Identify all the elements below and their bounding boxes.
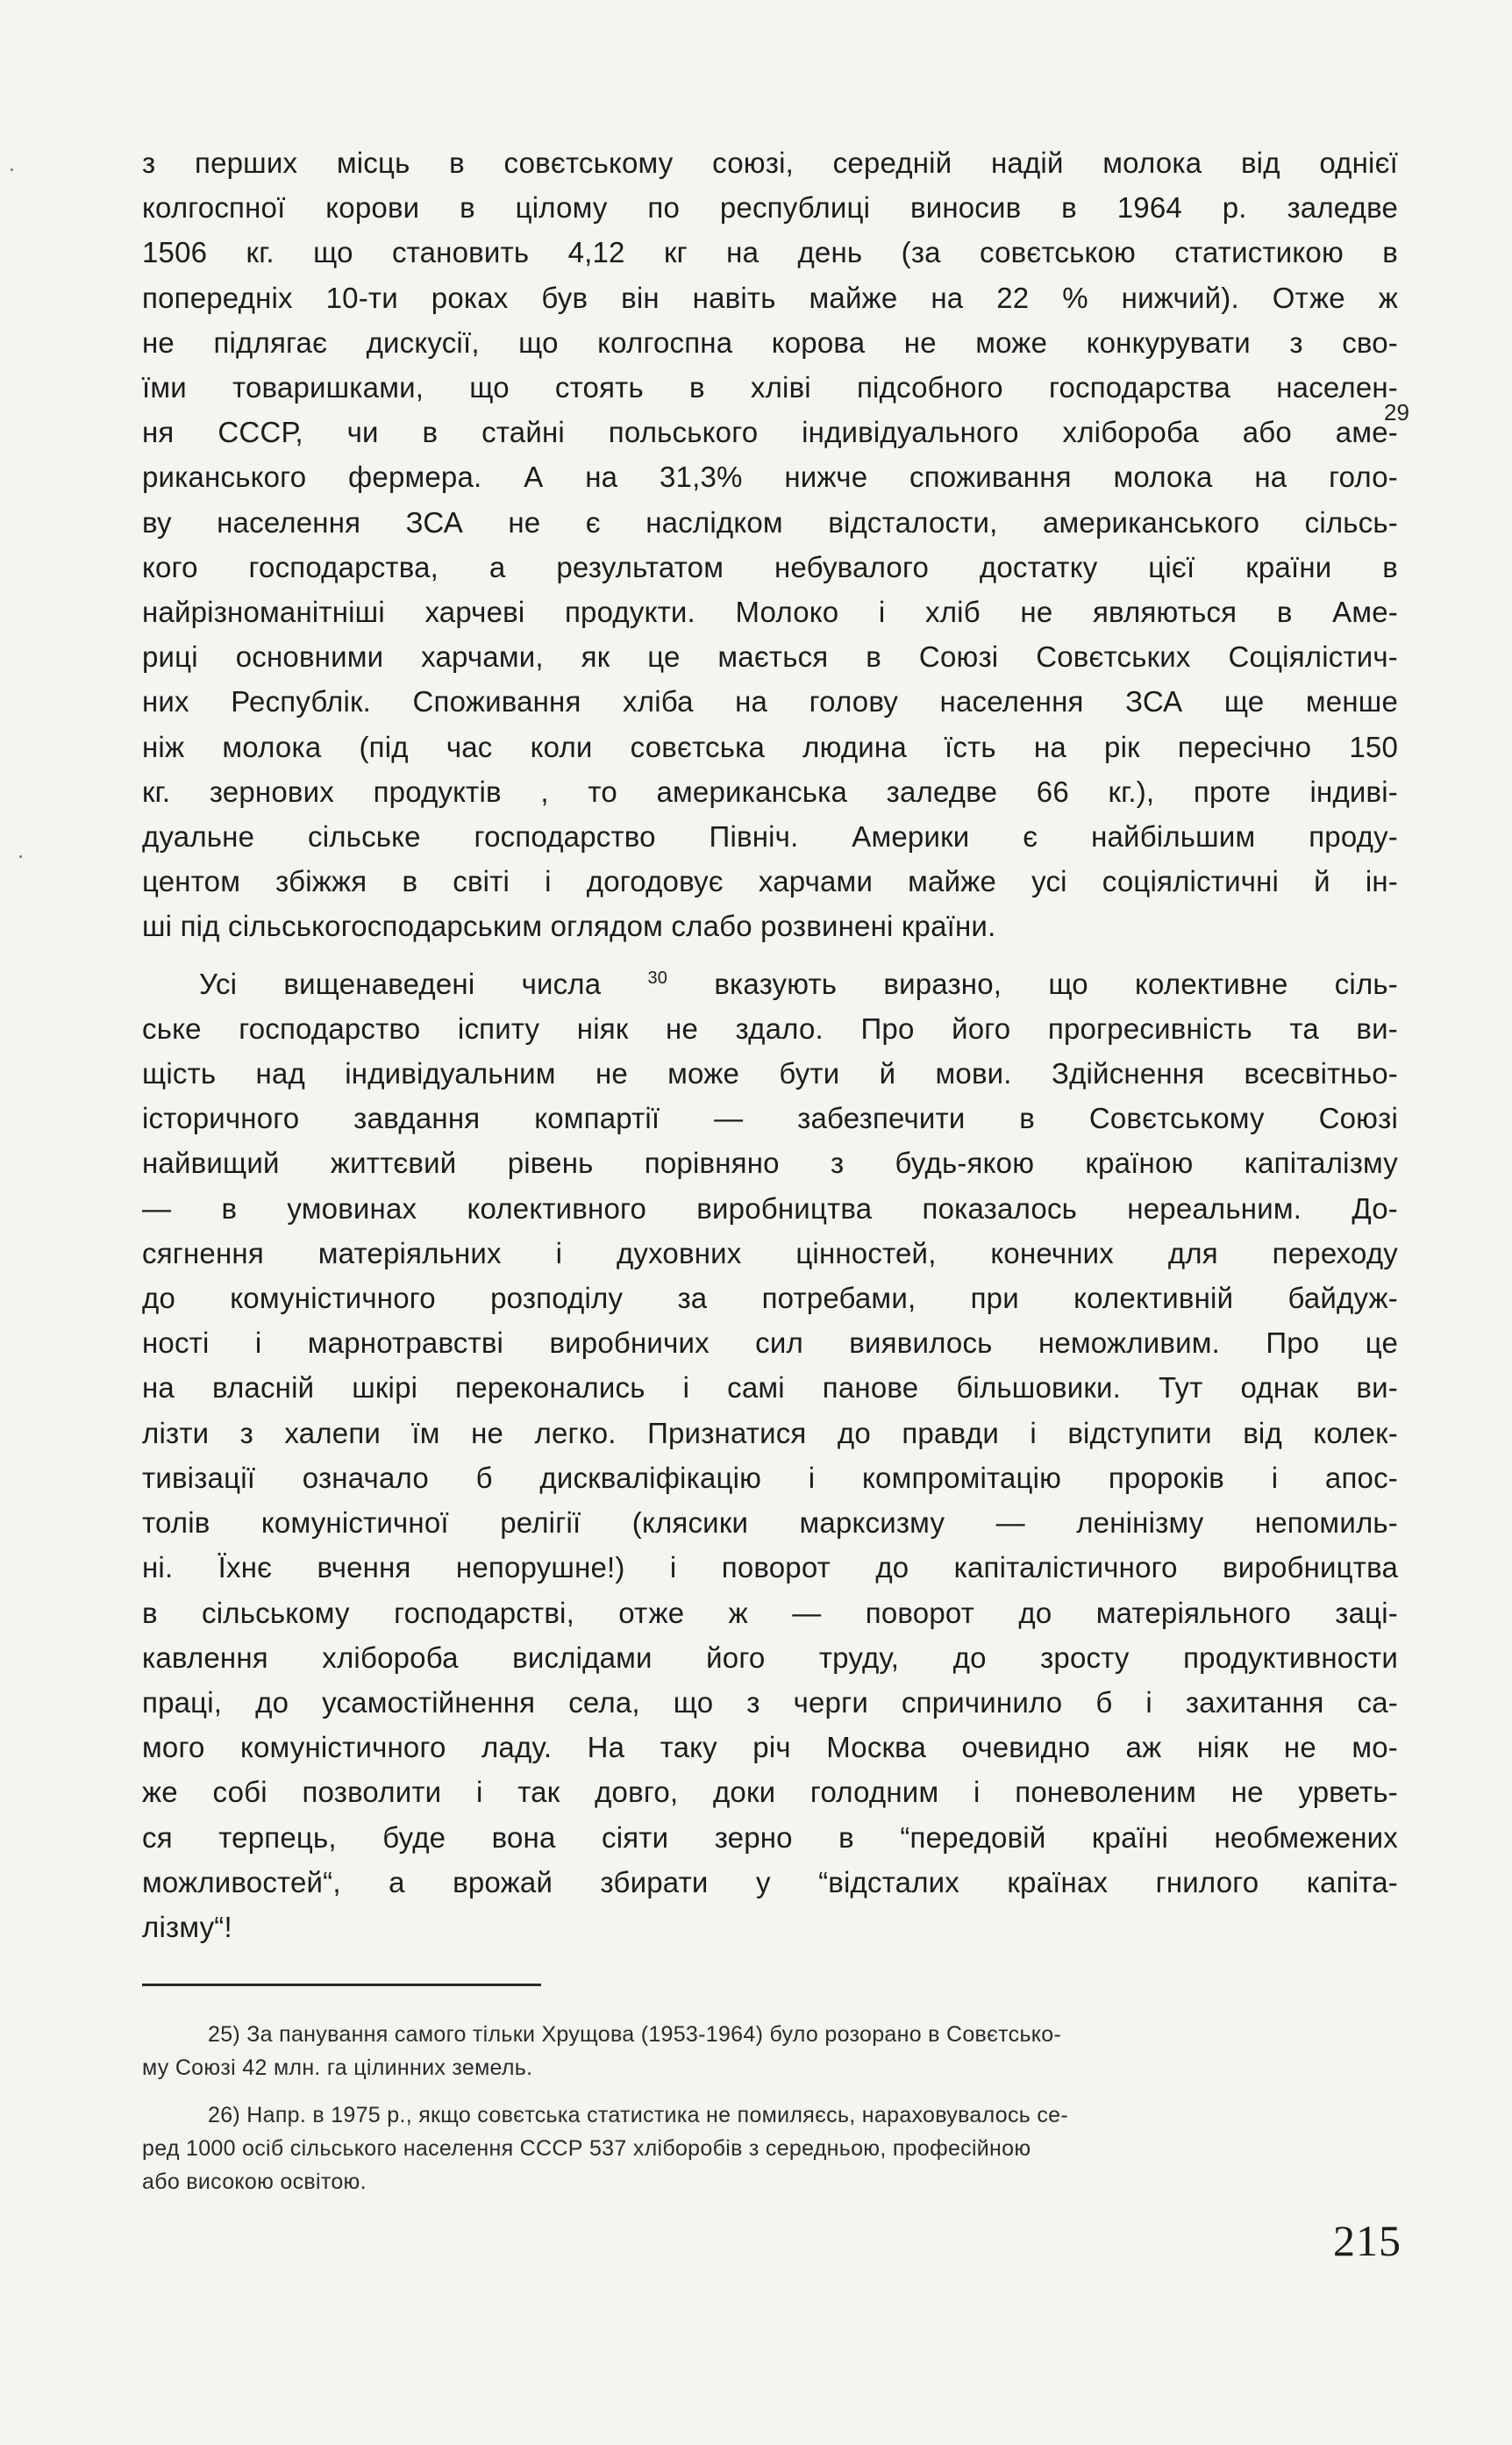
- paragraph-1: [142, 140, 1398, 949]
- paragraph-2-line: в сільському господарстві, отже ж — поворот до матеріяльного заці-: [142, 1596, 1398, 1629]
- paragraph-2-line: історичного завдання компартії — забезпечити в Совєтському Союзі: [142, 1102, 1398, 1135]
- paragraph-2-line: на власній шкірі переконались і самі панове більшовики. Тут однак ви-: [142, 1371, 1398, 1405]
- paragraph-1-line: найрізноманітніші харчеві продукти. Молоко і хліб не являються в Аме-: [142, 596, 1398, 629]
- footnote-line: 25) За панування самого тільки Хрущова (1953-1964) було розорано в Совєтсько-: [208, 2022, 1062, 2047]
- paragraph-2-line: мого комуністичного ладу. На таку річ Москва очевидно аж ніяк не мо-: [142, 1731, 1398, 1764]
- paragraph-2-line: до комуністичного розподілу за потребами, при колективній байдуж-: [142, 1282, 1398, 1315]
- paragraph-2-line: лізму“!: [142, 1910, 232, 1943]
- paragraph-2-line: — в умовинах колективного виробництва показалось нереальним. До-: [142, 1191, 1398, 1225]
- main-text: [142, 140, 1398, 1949]
- footnote-line: або високою освітою.: [142, 2170, 367, 2194]
- paragraph-2-line: тивізації означало б дискваліфікацію і компромітацію пророків і апос-: [142, 1461, 1398, 1494]
- footnote-line: ред 1000 осіб сільського населення СССР 537 хліборобів з середньою, професійною: [142, 2136, 1031, 2161]
- paragraph-2-line: лізти з халепи їм не легко. Признатися до правди і відступити від колек-: [142, 1416, 1398, 1449]
- paragraph-2-line: ні. Їхнє вчення непорушне!) і поворот до капіталістичного виробництва: [142, 1551, 1398, 1584]
- paragraph-1-line: не підлягає дискусії, що колгоспна корова не може конкурувати з сво-: [142, 325, 1398, 359]
- page-number: 215: [1333, 2216, 1401, 2265]
- paragraph-2-line: щість над індивідуальним не може бути й мови. Здійснення всесвітньо-: [142, 1057, 1398, 1090]
- paragraph-1-line: них Республік. Споживання хліба на голову населення ЗСА ще менше: [142, 685, 1398, 718]
- scan-speck: [19, 855, 22, 858]
- paragraph-2-line: сягнення матеріяльних і духовних цінностей, конечних для переходу: [142, 1236, 1398, 1269]
- paragraph-2-line: же собі позволити і так довго, доки голодним і поневоленим не урветь-: [142, 1776, 1398, 1809]
- paragraph-1-line: кг. зернових продуктів , то американська заледве 66 кг.), проте індиві-: [142, 775, 1398, 808]
- paragraph-2-line: найвищий життєвий рівень порівняно з будь-якою країною капіталізму: [142, 1147, 1398, 1180]
- paragraph-2: [142, 962, 1398, 1949]
- footnote-line: му Союзі 42 млн. га цілинних земель.: [142, 2055, 533, 2080]
- margin-note-number: 29: [1384, 399, 1409, 425]
- footnote-separator: [142, 1984, 541, 1986]
- paragraph-1-line: ші під сільськогосподарським оглядом слабо розвинені країни.: [142, 910, 996, 943]
- paragraph-2-line: ності і марнотравстві виробничих сил виявилось неможливим. Про це: [142, 1326, 1398, 1360]
- paragraph-2-line: ся терпець, буде вона сіяти зерно в “передовій країні необмежених: [142, 1820, 1398, 1854]
- paragraph-1-line: риці основними харчами, як це мається в Союзі Совєтських Соціялістич-: [142, 640, 1398, 674]
- paragraph-1-line: ня СССР, чи в стайні польського індивідуального хлібороба або аме-: [142, 416, 1398, 449]
- footnote-25: [142, 2018, 1398, 2084]
- paragraph-1-line: з перших місць в совєтському союзі, середній надій молока від однієї: [142, 147, 1398, 179]
- paragraph-2-line: Усі вищенаведені числа $^{30}$ вказують виразно, що колективне сіль-: [199, 967, 1398, 1000]
- paragraph-1-line: колгоспної корови в цілому по республиці виносив в 1964 р. заледве: [142, 191, 1398, 225]
- footnotes: [142, 2018, 1398, 2213]
- paragraph-2-line: праці, до усамостійнення села, що з черги спричинило б і захитання са-: [142, 1685, 1398, 1719]
- paragraph-2-line: можливостей“, а врожай збирати у “відсталих країнах гнилого капіта-: [142, 1865, 1398, 1898]
- paragraph-2-line: толів комуністичної релігії (клясики марксизму — ленінізму непомиль-: [142, 1506, 1398, 1540]
- paragraph-1-line: центом збіжжя в світі і догодовує харчами майже усі соціялістичні й ін-: [142, 865, 1398, 898]
- paragraph-2-line: кавлення хлібороба вислідами його труду, до зросту продуктивности: [142, 1641, 1398, 1674]
- paragraph-1-line: 1506 кг. що становить 4,12 кг на день (за совєтською статистикою в: [142, 236, 1398, 269]
- paragraph-1-line: дуальне сільське господарство Північ. Америки є найбільшим проду-: [142, 820, 1398, 854]
- footnote-line: 26) Напр. в 1975 р., якщо совєтська статистика не помиляєсь, нараховувалось се-: [208, 2103, 1068, 2127]
- paragraph-1-line: ву населення ЗСА не є наслідком відсталости, американського сільсь-: [142, 505, 1398, 539]
- scan-speck: [11, 168, 13, 171]
- paragraph-1-line: ніж молока (під час коли совєтська людина їсть на рік пересічно 150: [142, 730, 1398, 763]
- footnote-26: [142, 2098, 1398, 2198]
- paragraph-1-line: риканського фермера. А на 31,3% нижче споживання молока на голо-: [142, 461, 1398, 494]
- paragraph-1-line: кого господарства, а результатом небувалого достатку цієї країни в: [142, 550, 1398, 583]
- paragraph-2-line: ське господарство іспиту ніяк не здало. Про його прогресивність та ви-: [142, 1012, 1398, 1045]
- paragraph-1-line: їми товаришками, що стоять в хліві підсобного господарства населен-: [142, 371, 1398, 404]
- paragraph-1-line: попередніх 10-ти роках був він навіть майже на 22 % нижчий). Отже ж: [142, 281, 1398, 314]
- footnote-reference: 30: [647, 968, 668, 988]
